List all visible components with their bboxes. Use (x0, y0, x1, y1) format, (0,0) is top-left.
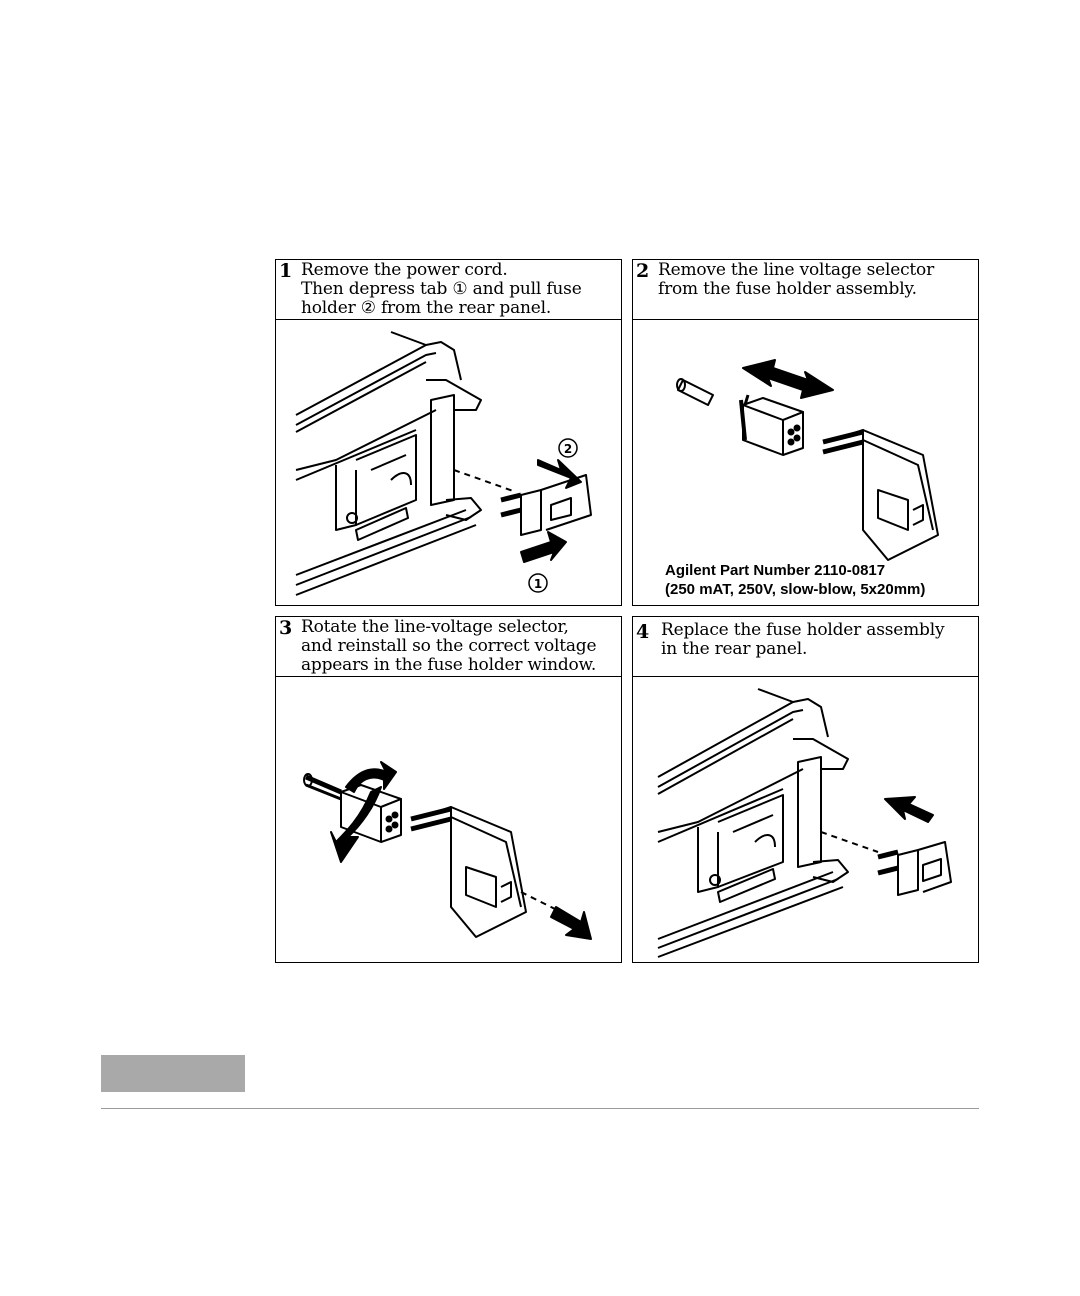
instruction-line: and reinstall so the correct voltage (301, 636, 597, 656)
step-2-header (633, 260, 978, 320)
svg-text:2: 2 (563, 442, 573, 456)
step-2-instructions (658, 261, 974, 299)
step-3-instructions (301, 618, 617, 675)
step-3-header (276, 617, 621, 677)
instruction-line: Remove the line voltage selector (658, 260, 935, 280)
instruction-line: Rotate the line-voltage selector, (301, 617, 569, 637)
step-number: 1 (279, 260, 293, 282)
step-4-header (633, 617, 978, 677)
step-1-header (276, 260, 621, 320)
instruction-line: in the rear panel. (661, 639, 808, 659)
instruction-line: Replace the fuse holder assembly (661, 620, 945, 640)
instruction-line: Remove the power cord. (301, 260, 508, 280)
section-tab-marker (101, 1055, 245, 1092)
step-number: 2 (636, 260, 650, 282)
step-4-panel (632, 616, 979, 963)
instruction-line: from the fuse holder assembly. (658, 279, 917, 299)
selector-rotation-illustration (276, 677, 620, 962)
step-3-panel (275, 616, 622, 963)
step-2-panel (632, 259, 979, 606)
step-number: 3 (279, 617, 293, 639)
rear-panel-fuse-removal-illustration (276, 320, 620, 605)
instruction-line: Then depress tab ① and pull fuse (301, 279, 582, 299)
svg-text:1: 1 (533, 577, 543, 591)
step-1-panel (275, 259, 622, 606)
instruction-line: appears in the fuse holder window. (301, 655, 597, 675)
instruction-line: holder ② from the rear panel. (301, 298, 552, 318)
part-number-label: Agilent Part Number 2110-0817 (665, 562, 886, 579)
footer-divider (101, 1108, 979, 1109)
step-4-instructions (661, 621, 974, 659)
part-spec-label: (250 mAT, 250V, slow-blow, 5x20mm) (665, 581, 926, 598)
step-1-instructions (301, 261, 617, 318)
step-number: 4 (636, 621, 650, 643)
fuse-holder-reinstall-illustration (633, 677, 977, 962)
